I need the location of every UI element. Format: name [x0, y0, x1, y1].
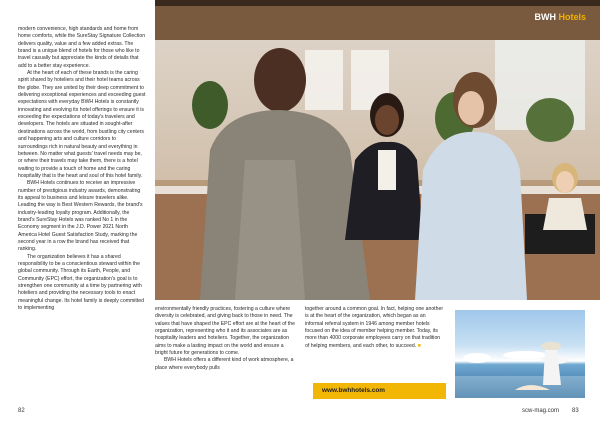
page-number-right: 83: [572, 408, 579, 414]
body-text-column-1: [18, 26, 146, 312]
page-number-left: 82: [18, 408, 25, 414]
brand-logo: BWH Hotels: [534, 12, 586, 22]
paragraph: BWH Hotels continues to receive an impressive number of prestigious industry awards, demonstrating its appeal to business and leisure travelers alike. Leading the way is Best Western Rewards, the brand's industry-leading loyalty program. Additionally, the brand's SureStay Hotels was ranked No 1 in the Economy segment in the J.D. Power 2021 North America Hotel Guest Satisfaction Study, marking the second year in a row the brand has received that ranking.: [18, 180, 143, 253]
end-mark-icon: ■: [417, 342, 421, 349]
hotel-reception-illustration: [155, 0, 600, 300]
beach-photo: [455, 310, 585, 398]
website-link[interactable]: www.bwhhotels.com: [322, 387, 385, 394]
body-text-column-3: [305, 306, 445, 350]
website-link-box[interactable]: [313, 383, 446, 399]
hero-photo: [155, 0, 600, 300]
paragraph: BWH Hotels offers a different kind of work atmosphere, a place where everybody pulls: [155, 357, 294, 371]
pool-illustration: [455, 310, 585, 398]
paragraph: At the heart of each of these brands is the caring spirit shared by hoteliers and their hotel teams across the globe. They are united by their deep commitment to delivering exceptional experiences and exceeding guest expectations with everyday BWH Hotels is constantly innovating and evolving its hotel offerings to ensure it is exceeding the expectations of today's travelers and developers. The hotels are situated in sought-after destinations across the world, from bustling city centers and happening arts and culture corridors to surroundings rich in natural beauty and everything in between. No matter what guests' travel needs may be, or where their travels may take them, there is a hotel waiting to provide a touch of home and the caring hospitality that is the heart and soul of this hotel family.: [18, 70, 146, 179]
paragraph: together around a common goal. In fact, helping one another is at the heart of the organization, which began as an informal referral system in 1946 among member hotels focused on the idea of member helping member. Today, its more than 4000 corporate employees carry on that tradition of helping members, and each other, to succeed. ■: [305, 306, 444, 349]
paragraph: The organization believes it has a shared responsibility to be a conscientious steward within the global community. Through its Earth, People, and Community (EPC) effort, the organization's goal is to strengthen one community at a time by partnering with hoteliers and providing the necessary tools to enact meaningful change. Its hotel family is deeply committed to implementing: [18, 253, 145, 312]
footer-site: scw-mag.com: [522, 408, 560, 414]
body-text-column-2: [155, 306, 297, 372]
paragraph: environmentally friendly practices, fostering a culture where diversity is celebrated, and giving back to those in need. The values that have shaped the EPC effort are at the heart of the organization, representing who it and its associates are as hospitality leaders and hoteliers. Together, the organization aims to make a lasting impact on the world and ensure a bright future for generations to come.: [155, 306, 295, 357]
paragraph: modern convenience, high standards and home from home comforts, while the SureStay Signature Collection delivers quality, value and a few added extras. The brand is a unique blend of hotels for those who like to travel casually but appreciate the kinds of details that add to a better stay experience.: [18, 26, 146, 69]
